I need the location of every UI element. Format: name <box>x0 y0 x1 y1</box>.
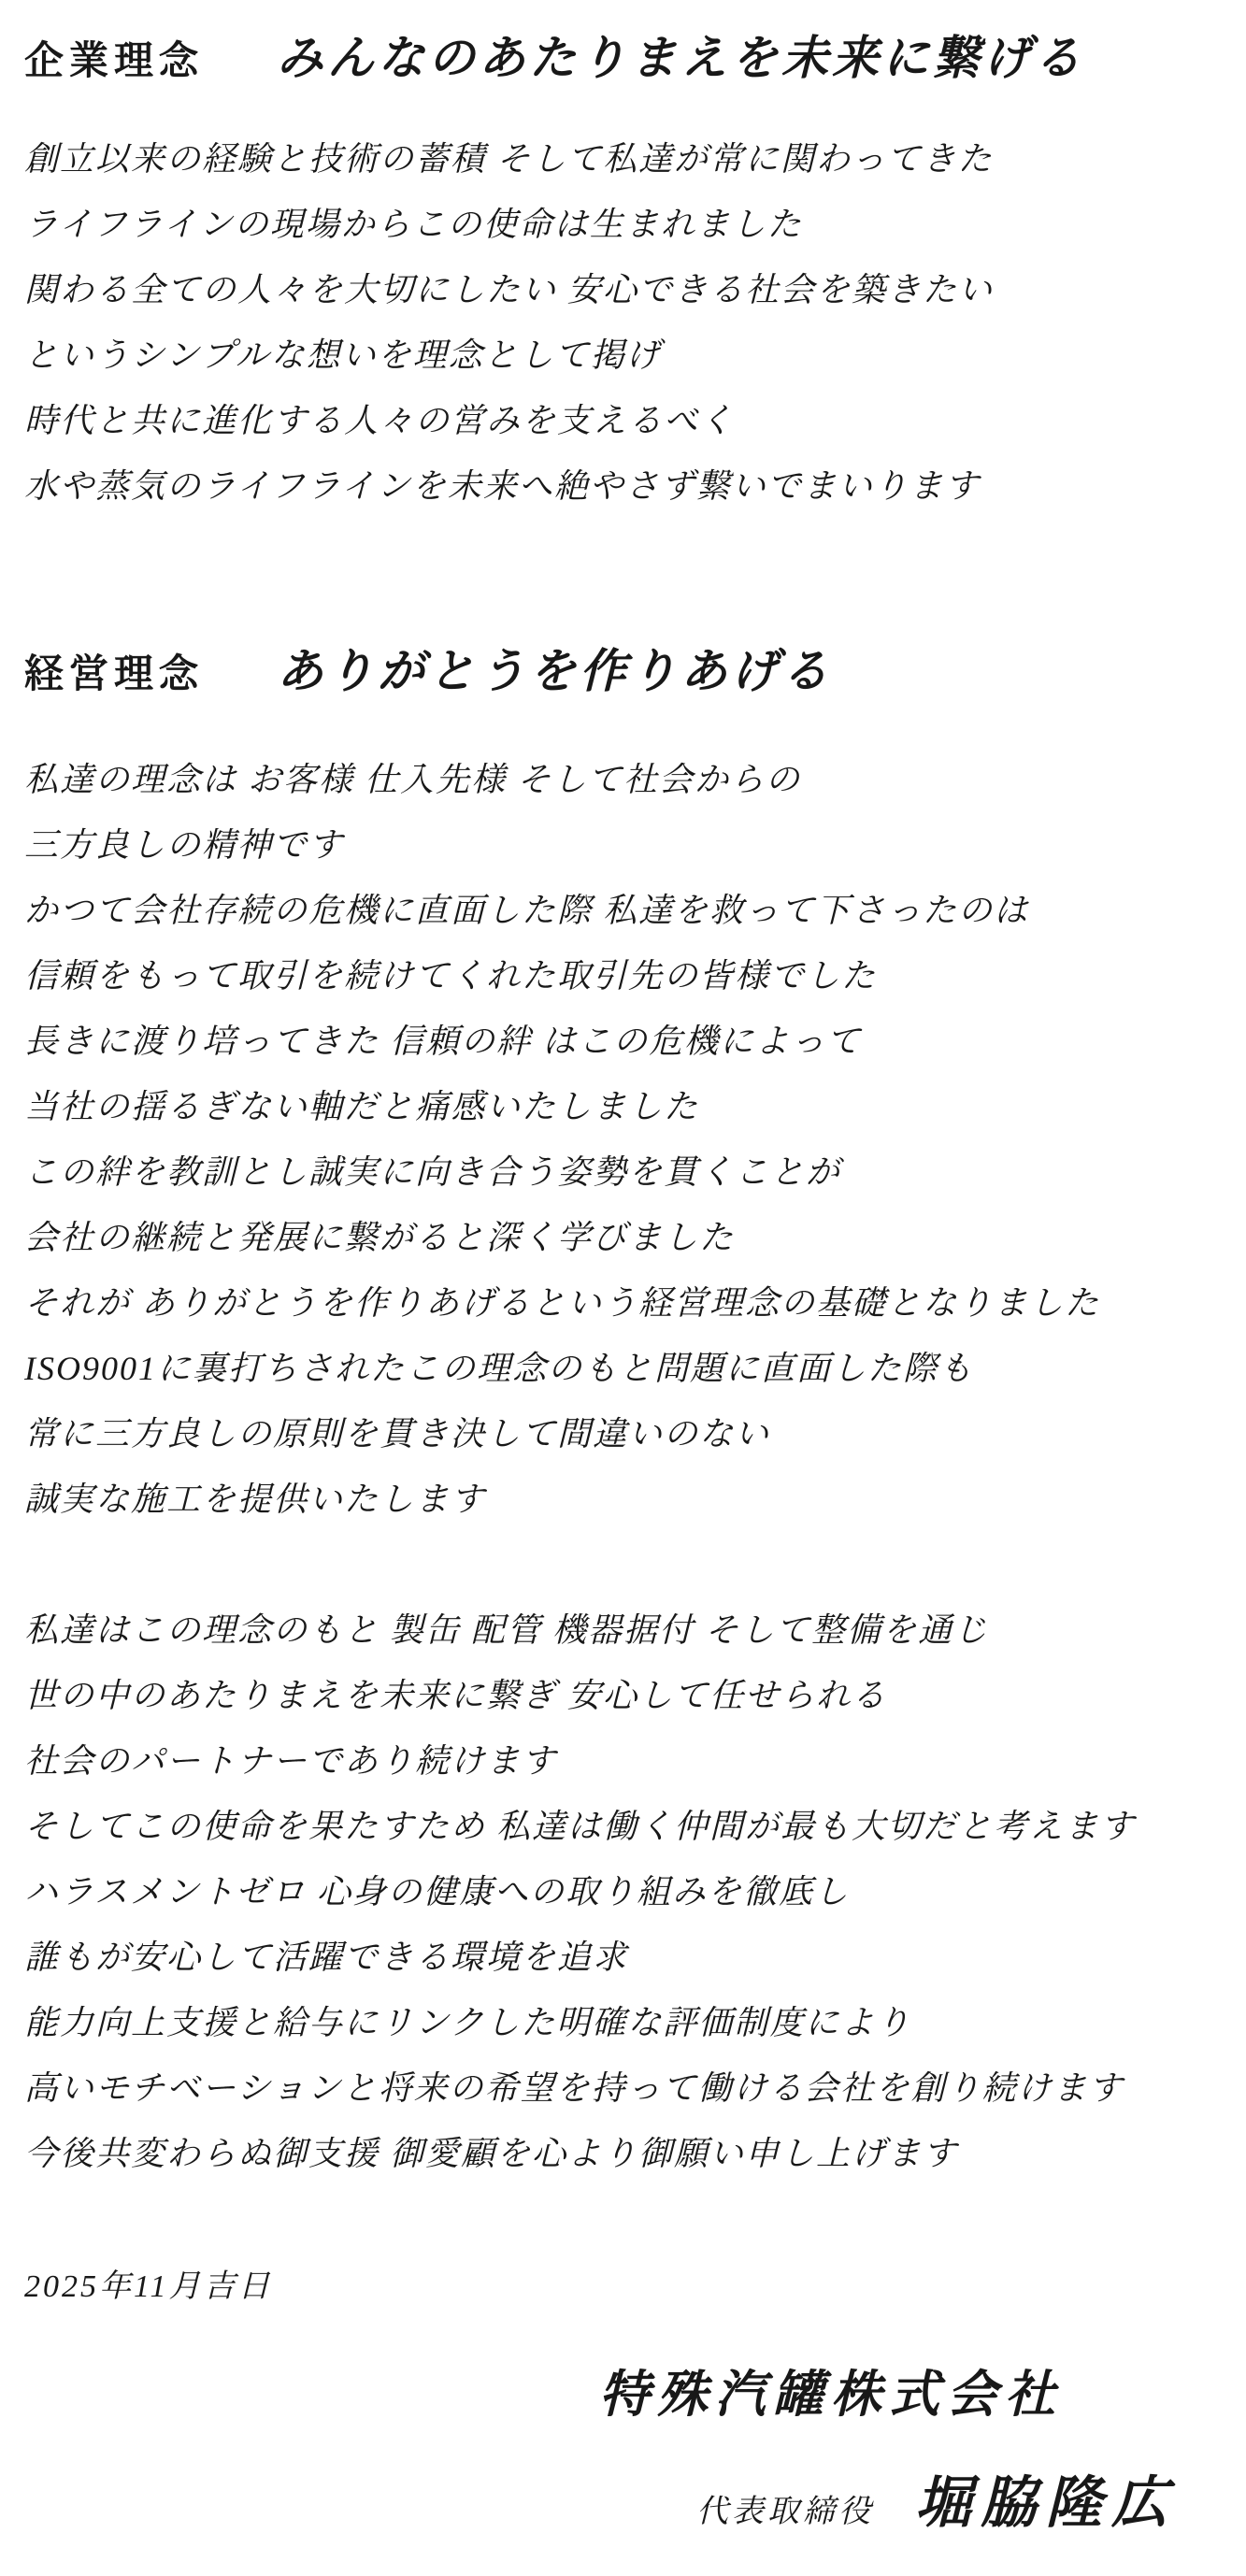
philosophy-line: ISO9001に裏打ちされたこの理念のもと問題に直面した際も <box>24 1350 974 1387</box>
philosophy-line: というシンプルな想いを理念として掲げ <box>24 336 662 374</box>
closing-line: 世の中のあたりまえを未来に繋ぎ 安心して任せられる <box>24 1677 888 1714</box>
management-philosophy-label: 経営理念 <box>24 653 205 696</box>
philosophy-line: この絆を教訓とし誠実に向き合う姿勢を貫くことが <box>24 1153 842 1191</box>
closing-line: 私達はこの理念のもと 製缶 配管 機器据付 そして整備を通じ <box>24 1611 990 1649</box>
closing-line: 社会のパートナーであり続けます <box>24 1742 558 1780</box>
closing-line: 今後共変わらぬ御支援 御愛顧を心より御願い申し上げます <box>24 2135 959 2172</box>
philosophy-line: 三方良しの精神です <box>24 826 345 864</box>
closing-line: そしてこの使命を果たすため 私達は働く仲間が最も大切だと考えます <box>24 1808 1137 1845</box>
philosophy-line: 創立以来の経験と技術の蓄積 そして私達が常に関わってきた <box>24 140 994 178</box>
closing-line: ハラスメントゼロ 心身の健康への取り組みを徹底し <box>24 1873 850 1911</box>
closing-message-paragraph <box>24 1613 1222 2170</box>
philosophy-line: 信頼をもって取引を続けてくれた取引先の皆様でした <box>24 957 878 995</box>
company-name: 特殊汽罐株式会社 <box>599 2367 1063 2423</box>
philosophy-line: 水や蒸気のライフラインを未来へ絶やさず繋いでまいります <box>24 467 981 505</box>
philosophy-line: 常に三方良しの原則を貫き決して間違いのない <box>24 1415 771 1453</box>
corporate-philosophy-slogan: みんなのあたりまえを未来に繋げる <box>277 32 1085 84</box>
philosophy-line: 時代と共に進化する人々の営みを支えるべく <box>24 402 736 439</box>
date: 2025年11月吉日 <box>24 2269 273 2304</box>
closing-line: 高いモチベーションと将来の希望を持って働ける会社を創り続けます <box>24 2069 1124 2107</box>
philosophy-line: それが ありがとうを作りあげるという経営理念の基礎となりました <box>24 1284 1101 1322</box>
management-philosophy-headline <box>24 634 1222 701</box>
corporate-philosophy-paragraph <box>24 142 1222 503</box>
corporate-philosophy-headline <box>24 21 1222 88</box>
philosophy-line: 当社の揺るぎない軸だと痛感いたしました <box>24 1088 700 1125</box>
philosophy-line: ライフラインの現場からこの使命は生まれました <box>24 206 803 243</box>
signature-row <box>24 2458 1222 2539</box>
management-philosophy-paragraph <box>24 763 1222 1516</box>
management-philosophy-slogan: ありがとうを作りあげる <box>277 645 833 697</box>
philosophy-line: 誠実な施工を提供いたします <box>24 1481 487 1518</box>
signer-title: 代表取締役 <box>696 2495 874 2529</box>
closing-line: 誰もが安心して活躍できる環境を追求 <box>24 1939 629 1976</box>
signer-name: 堀脇隆広 <box>915 2472 1177 2534</box>
philosophy-line: 長きに渡り培ってきた 信頼の絆 はこの危機によって <box>24 1023 863 1060</box>
philosophy-line: 私達の理念は お客様 仕入先様 そして社会からの <box>24 761 802 798</box>
philosophy-line: かつて会社存続の危機に直面した際 私達を救って下さったのは <box>24 892 1030 929</box>
corporate-philosophy-label: 企業理念 <box>24 40 205 83</box>
philosophy-line: 関わる全ての人々を大切にしたい 安心できる社会を築きたい <box>24 271 995 308</box>
philosophy-line: 会社の継続と発展に繋がると深く学びました <box>24 1219 736 1256</box>
closing-line: 能力向上支援と給与にリンクした明確な評価制度により <box>24 2004 912 2041</box>
